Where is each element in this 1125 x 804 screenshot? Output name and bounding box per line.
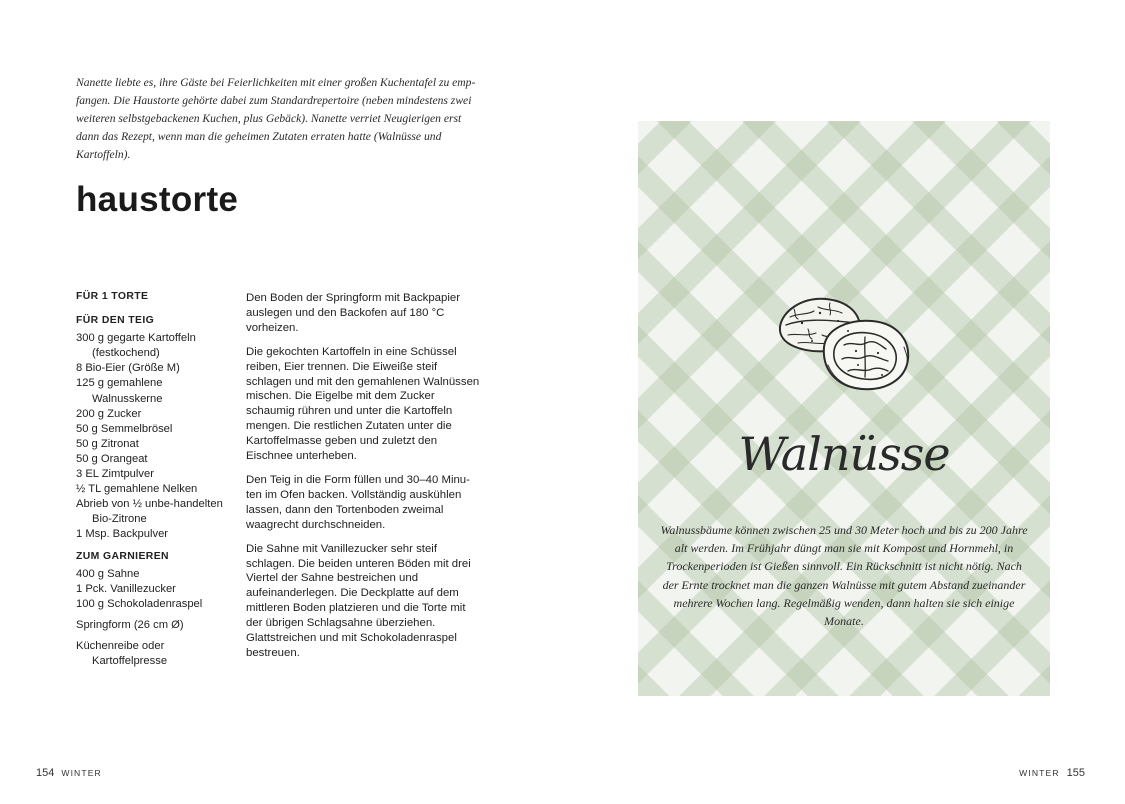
page-number-left: 154 [36, 767, 55, 779]
section-label-right: WINTER [1019, 768, 1060, 778]
ingredient-item: 1 Pck. Vanillezucker [76, 582, 176, 595]
instruction-step: Den Teig in die Form füllen und 30–40 Minu-ten im Ofen backen. Vollständig auskühlen lassen, dann den Tortenboden zweimal waagrecht durchschneiden. [246, 473, 470, 531]
intro-text [76, 74, 481, 164]
dough-group [76, 313, 236, 542]
instructions-column [246, 291, 480, 670]
ingredient-item: 1 Msp. Backpulver [76, 528, 169, 541]
equipment-item: Küchenreibe oder Kartoffelpresse [76, 639, 168, 668]
garnish-ingredient-list [76, 567, 236, 612]
ingredient-item: 200 g Zucker [76, 407, 142, 420]
walnut-icon [768, 289, 918, 401]
footer-right [1019, 767, 1085, 779]
garnish-heading: ZUM GARNIEREN [76, 550, 169, 562]
dough-heading: FÜR DEN TEIG [76, 315, 155, 327]
panel-paragraph: Walnussbäume können zwischen 25 und 30 Meter hoch und bis zu 200 Jahre alt werden. Im Frühjahr düngt man sie mit Kompost und Hornmehl, in Trockenperioden ist Gießen sinnvoll. Ein Rückschnitt ist nicht nötig. Nach der Ernte trocknet man die ganzen Walnüsse mit gutem Abstand zueinander mehrere Wochen lang. Regelmäßig wenden, dann halten sie sich einige Monate. [660, 523, 1028, 629]
ingredient-item: 8 Bio-Eier (Größe M) [76, 362, 180, 375]
garnish-group [76, 549, 236, 612]
dough-ingredient-list [76, 331, 236, 542]
ingredient-item: ½ TL gemahlene Nelken [76, 483, 198, 496]
footer-left [36, 767, 102, 779]
yield-label: FÜR 1 TORTE [76, 291, 149, 302]
equipment-pan [76, 618, 236, 633]
intro-paragraph: Nanette liebte es, ihre Gäste bei Feierlichkeiten mit einer großen Kuchentafel zu emp-fangen. Die Haustorte gehörte dabei zum Standardrepertoire (neben mindestens zwei weiteren selbstgebackenen Kuchen, plus Gebäck). Nanette verriet Neugierigen erst dann das Rezept, wenn man die geheimen Zutaten erraten hatte (Walnüsse und Kartoffeln). [76, 76, 476, 161]
ingredient-item: 125 g gemahlene Walnusskerne [76, 377, 163, 405]
ingredient-item: Abrieb von ½ unbe-handelten Bio-Zitrone [76, 498, 223, 526]
walnut-info-panel [638, 121, 1050, 696]
section-label-left: WINTER [61, 768, 102, 778]
ingredient-item: 400 g Sahne [76, 567, 140, 580]
ingredient-item: 50 g Zitronat [76, 437, 139, 450]
equipment-item: Springform (26 cm Ø) [76, 618, 184, 631]
ingredient-item: 300 g gegarte Kartoffeln (festkochend) [76, 332, 196, 360]
ingredient-item: 100 g Schokoladenraspel [76, 597, 203, 610]
instruction-step: Die Sahne mit Vanillezucker sehr steif schlagen. Die beiden unteren Böden mit drei Viertel der Sahne bestreichen und aufeinanderlegen. Die Deckplatte auf dem mittleren Boden platzieren und die Torte mit der übrigen Schlagsahne überziehen. Glattstreichen und mit Schokoladenraspel bestreuen. [246, 542, 471, 659]
panel-text [660, 521, 1028, 630]
ingredient-item: 50 g Semmelbrösel [76, 422, 173, 435]
instruction-step: Die gekochten Kartoffeln in eine Schüssel reiben, Eier trennen. Die Eiweiße steif schlagen und mit den gemahlenen Walnüssen mischen. Die Eigelbe mit dem Zucker schaumig rühren und unter die Kartoffeln mengen. Die restlichen Zutaten unter die Kartoffelmasse geben und zuletzt den Eischnee unterheben. [246, 345, 480, 463]
recipe-title: haustorte [76, 180, 239, 219]
instruction-step: Den Boden der Springform mit Backpapier auslegen und den Backofen auf 180 °C vorheizen. [246, 292, 460, 334]
ingredient-item: 3 EL Zimtpulver [76, 468, 154, 481]
ingredient-item: 50 g Orangeat [76, 452, 148, 465]
page-number-right: 155 [1066, 767, 1085, 779]
equipment-tools [76, 639, 236, 669]
panel-title: Walnüsse [738, 427, 950, 481]
ingredients-column [76, 289, 236, 675]
